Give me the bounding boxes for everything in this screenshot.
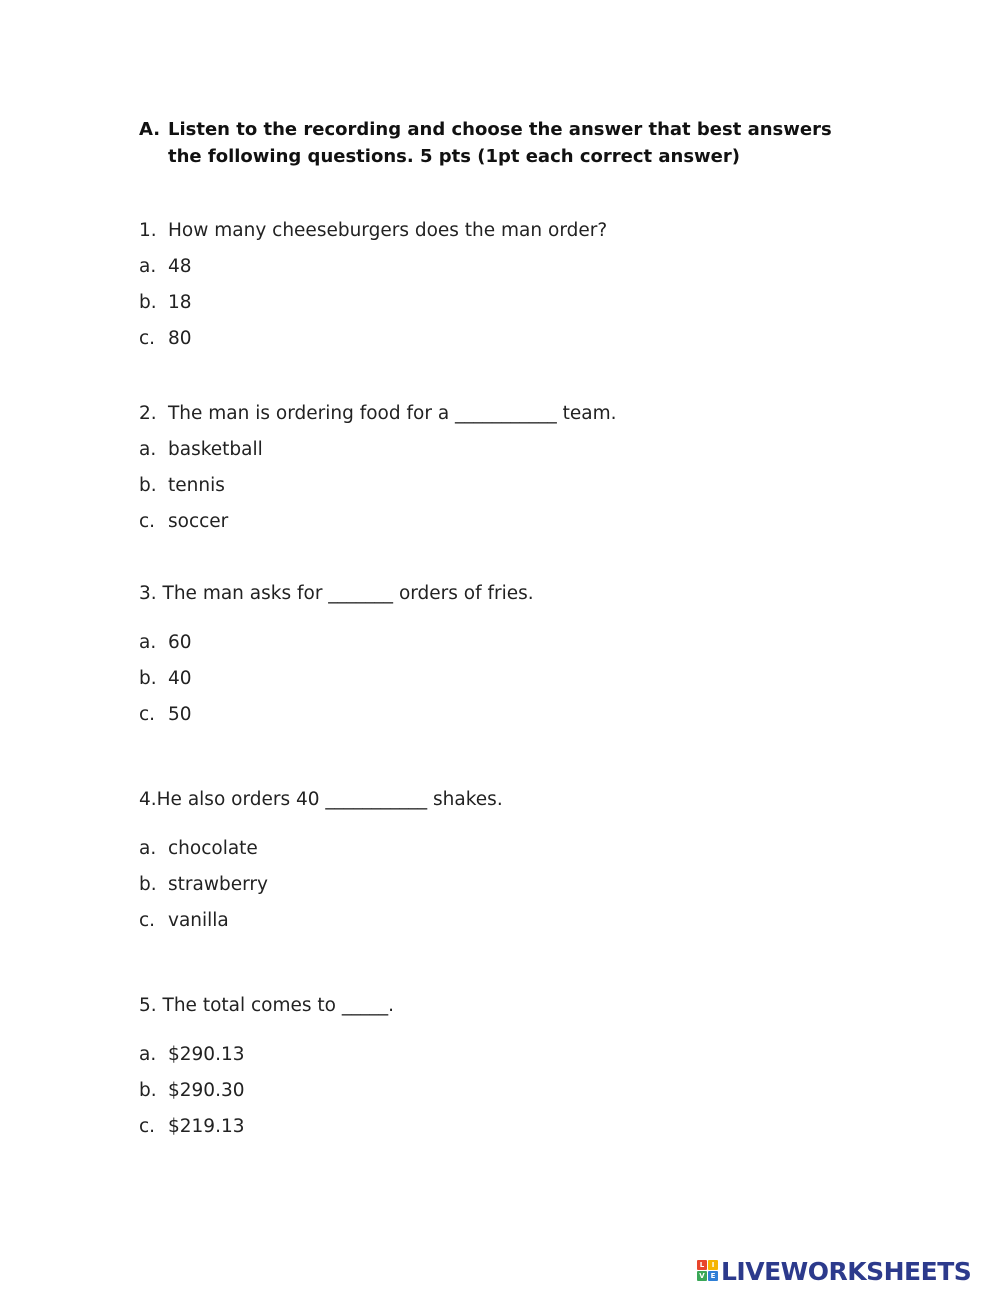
logo-mark-icon xyxy=(697,1260,719,1282)
option-text: 60 xyxy=(168,632,192,653)
option-1b[interactable] xyxy=(139,291,192,315)
question-text: 5. The total comes to _____. xyxy=(139,995,394,1016)
option-3b[interactable] xyxy=(139,667,192,691)
question-text: The man is ordering food for a ___________ team. xyxy=(168,403,617,424)
option-label: c. xyxy=(139,328,156,349)
logo-mark-tile: L xyxy=(697,1260,707,1270)
option-5b[interactable] xyxy=(139,1079,245,1103)
option-text: basketball xyxy=(168,439,263,460)
option-label: a. xyxy=(139,256,157,277)
option-text: $290.30 xyxy=(168,1080,245,1101)
question-number: 2. xyxy=(139,403,157,424)
question-text: 3. The man asks for _______ orders of fries. xyxy=(139,583,534,604)
option-text: $219.13 xyxy=(168,1116,245,1137)
option-label: c. xyxy=(139,1116,156,1137)
option-text: 40 xyxy=(168,668,192,689)
question-4 xyxy=(139,788,503,812)
option-text: vanilla xyxy=(168,910,229,931)
option-label: a. xyxy=(139,838,157,859)
question-text: 4.He also orders 40 ___________ shakes. xyxy=(139,789,503,810)
question-number: 1. xyxy=(139,220,157,241)
option-4c[interactable] xyxy=(139,909,229,933)
question-5 xyxy=(139,994,394,1018)
liveworksheets-logo[interactable] xyxy=(697,1257,971,1285)
option-1c[interactable] xyxy=(139,327,192,351)
option-5c[interactable] xyxy=(139,1115,245,1139)
logo-text: LIVEWORKSHEETS xyxy=(721,1256,972,1286)
option-label: c. xyxy=(139,704,156,725)
logo-mark-tile: E xyxy=(708,1271,718,1281)
logo-mark-tile: V xyxy=(697,1271,707,1281)
option-text: soccer xyxy=(168,511,229,532)
option-4b[interactable] xyxy=(139,873,268,897)
option-label: b. xyxy=(139,668,157,689)
option-text: tennis xyxy=(168,475,225,496)
option-3c[interactable] xyxy=(139,703,192,727)
option-text: 50 xyxy=(168,704,192,725)
option-label: b. xyxy=(139,874,157,895)
option-label: a. xyxy=(139,632,157,653)
option-text: strawberry xyxy=(168,874,268,895)
option-label: b. xyxy=(139,1080,157,1101)
option-2c[interactable] xyxy=(139,510,228,534)
option-text: 80 xyxy=(168,328,192,349)
option-text: chocolate xyxy=(168,838,258,859)
option-5a[interactable] xyxy=(139,1043,245,1067)
option-2a[interactable] xyxy=(139,438,263,462)
option-1a[interactable] xyxy=(139,255,192,279)
instruction-letter: A. xyxy=(139,119,161,140)
option-text: 18 xyxy=(168,292,192,313)
question-text: How many cheeseburgers does the man order? xyxy=(168,220,608,241)
question-2 xyxy=(139,402,617,426)
option-label: c. xyxy=(139,910,156,931)
option-label: b. xyxy=(139,292,157,313)
option-label: a. xyxy=(139,439,157,460)
option-label: c. xyxy=(139,511,156,532)
option-text: 48 xyxy=(168,256,192,277)
question-3 xyxy=(139,582,534,606)
option-text: $290.13 xyxy=(168,1044,245,1065)
logo-mark-tile: I xyxy=(708,1260,718,1270)
option-label: b. xyxy=(139,475,157,496)
option-4a[interactable] xyxy=(139,837,258,861)
question-1 xyxy=(139,219,607,243)
option-3a[interactable] xyxy=(139,631,192,655)
option-2b[interactable] xyxy=(139,474,225,498)
instruction-text: Listen to the recording and choose the answer that best answers the following questions. 5 pts (1pt each correct answer) xyxy=(168,119,832,167)
option-label: a. xyxy=(139,1044,157,1065)
